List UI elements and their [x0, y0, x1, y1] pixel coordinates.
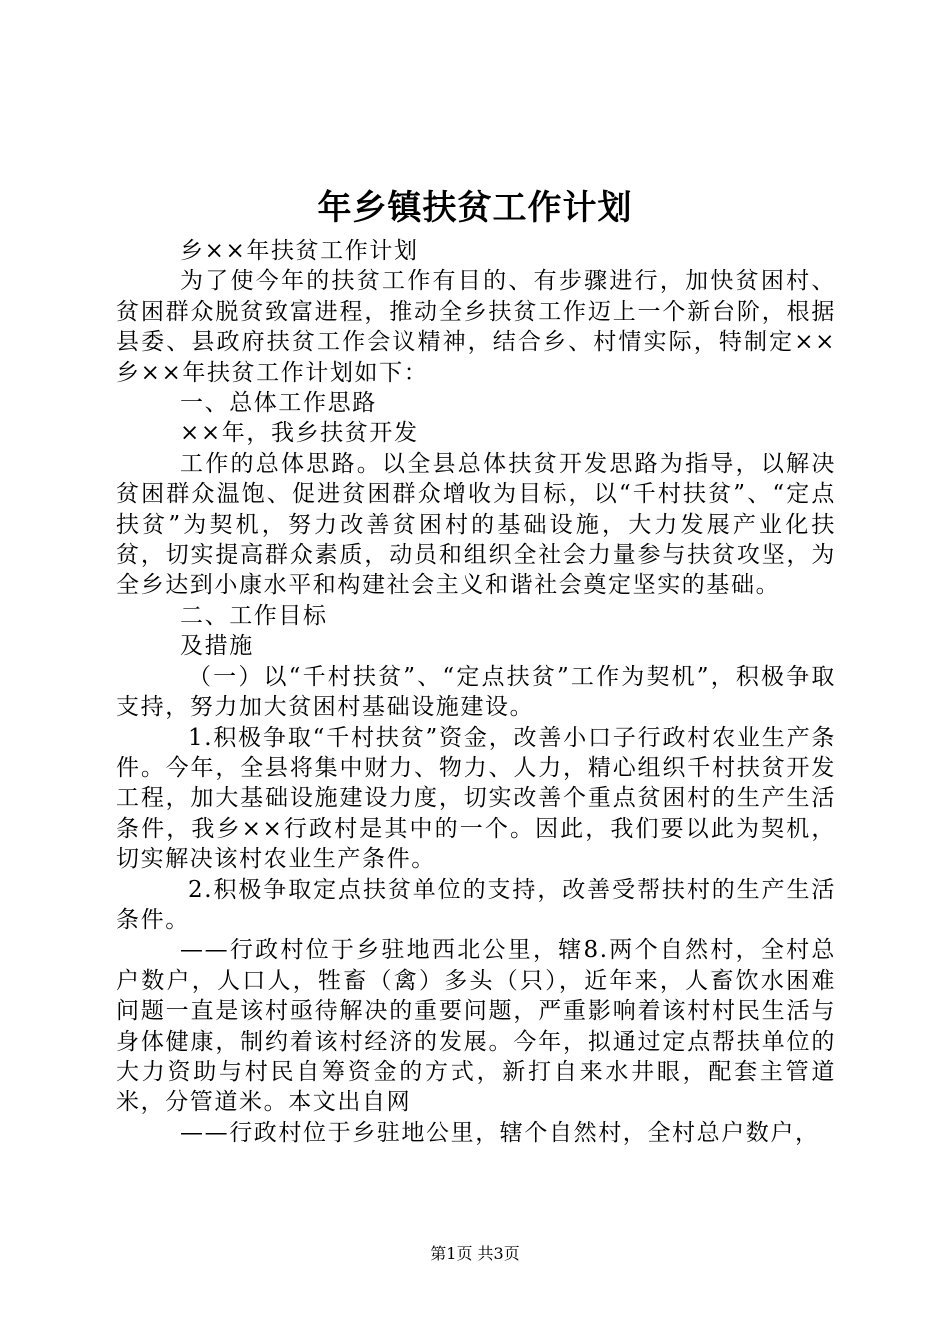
paragraph-plan-heading: 乡××年扶贫工作计划 — [180, 238, 419, 264]
document-title: 年乡镇扶贫工作计划 — [317, 188, 633, 228]
section-heading-goals-cont: 及措施 — [180, 633, 254, 660]
subsection-one: （一）以“千村扶贫”、“定点扶贫”工作为契机”，积极争取支持，努力加大贫困村基础设施建设。 — [116, 663, 836, 721]
paragraph-year-line: ××年，我乡扶贫开发 — [180, 420, 419, 447]
village-paragraph-one: ——行政村位于乡驻地西北公里，辖8.两个自然村，全村总户数户，人口人，牲畜（禽）多头（只），近年来，人畜饮水困难问题一直是该村亟待解决的重要问题，严重影响着该村村民生活与身体健康，制约着该村经济的发展。今年，拟通过定点帮扶单位的大力资助与村民自筹资金的方式，新打自来水井眼，配套主管道米，分管道米。本文出自网 — [116, 937, 836, 1116]
item-one: 1.积极争取“千村扶贫”资金，改善小口子行政村农业生产条件。今年，全县将集中财力、物力、人力，精心组织千村扶贫开发工程，加大基础设施建设力度，切实改善个重点贫困村的生产生活条件，我乡××行政村是其中的一个。因此，我们要以此为契机，切实解决该村农业生产条件。 — [116, 724, 836, 873]
section-heading-overall-approach: 一、总体工作思路 — [180, 390, 377, 417]
section-heading-goals: 二、工作目标 — [180, 602, 328, 629]
document-body — [116, 236, 836, 1148]
page-footer: 第1页 共3页 — [430, 1244, 520, 1263]
village-paragraph-two: ——行政村位于乡驻地公里，辖个自然村，全村总户数户， — [180, 1119, 820, 1146]
item-two: 2.积极争取定点扶贫单位的支持，改善受帮扶村的生产生活条件。 — [116, 876, 836, 933]
paragraph-intro: 为了使今年的扶贫工作有目的、有步骤进行，加快贫困村、贫困群众脱贫致富进程，推动全乡扶贫工作迈上一个新台阶，根据县委、县政府扶贫工作会议精神，结合乡、村情实际，特制定××乡××年扶贫工作计划如下： — [116, 268, 836, 386]
paragraph-overall-approach: 工作的总体思路。以全县总体扶贫开发思路为指导，以解决贫困群众温饱、促进贫困群众增收为目标，以“千村扶贫”、“定点扶贫”为契机，努力改善贫困村的基础设施，大力发展产业化扶贫，切实提高群众素质，动员和组织全社会力量参与扶贫攻坚，为全乡达到小康水平和构建社会主义和谐社会奠定坚实的基础。 — [116, 450, 836, 599]
